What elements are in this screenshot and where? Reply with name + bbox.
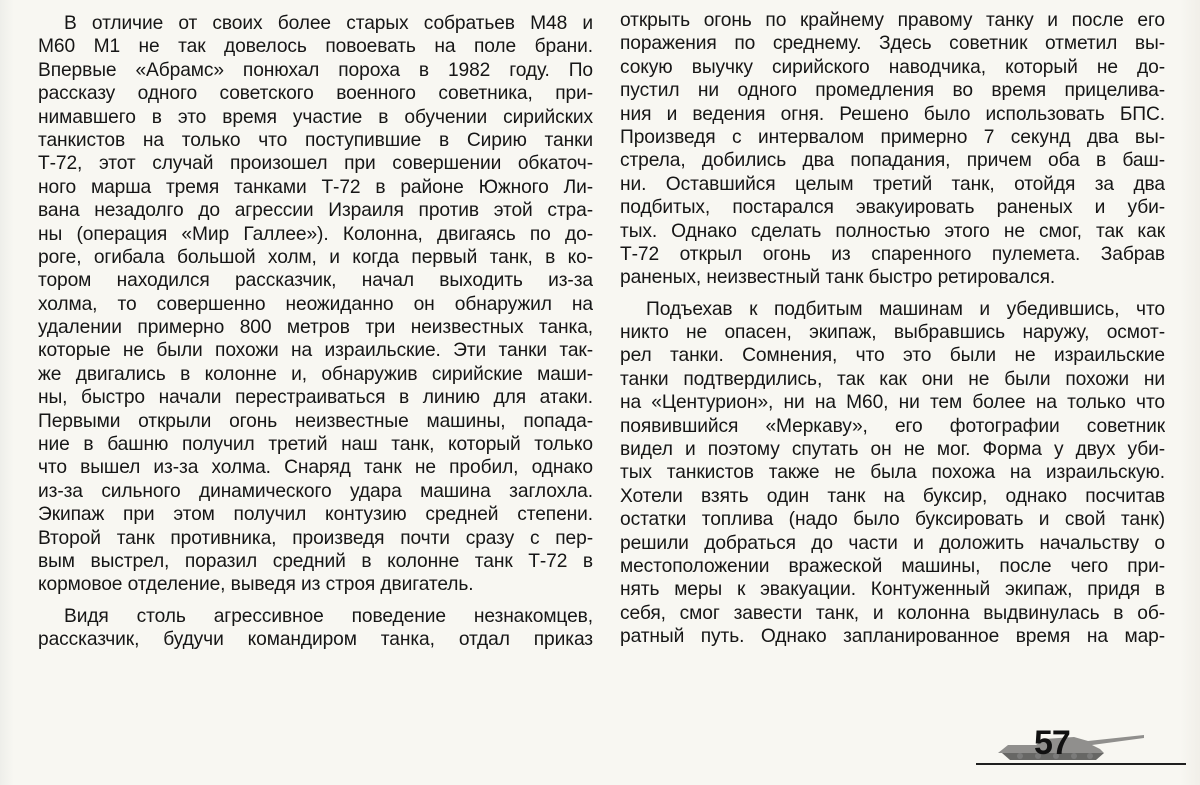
text-line: остатки топлива (надо было буксировать и свой танк)	[620, 509, 1165, 531]
text-line: никто не опасен, экипаж, выбравшись наружу, осмот-	[620, 322, 1165, 344]
text-line: ния и ведения огня. Решено было использовать БПС.	[620, 103, 1165, 125]
text-line: ние в башню получил третий наш танк, который только	[38, 434, 593, 456]
text-line: удалении примерно 800 метров три неизвестных танка,	[38, 317, 593, 339]
text-line: поражения по среднему. Здесь советник отметил вы-	[620, 33, 1165, 55]
text-line: ны (операция «Мир Галлее»). Колонна, двигаясь по до-	[38, 223, 593, 245]
text-line: же двигались в колонне и, обнаружив сирийские маши-	[38, 363, 593, 385]
text-line: тором находился рассказчик, начал выходить из-за	[38, 270, 593, 292]
text-line: пустил ни одного промедления во время прицелива-	[620, 80, 1165, 102]
text-line: Второй танк противника, произведя почти сразу с пер-	[38, 527, 593, 549]
text-line: Хотели взять один танк на буксир, однако посчитав	[620, 485, 1165, 507]
text-line: рел танки. Сомнения, что это были не израильские	[620, 345, 1165, 367]
footer-rule	[976, 763, 1186, 765]
text-line: подбитых, постарался эвакуировать раненых и уби-	[620, 197, 1165, 219]
text-line: видел и поэтому спутать он не мог. Форма у двух уби-	[620, 439, 1165, 461]
text-line: вым выстрел, поразил средний в колонне танк Т-72 в	[38, 550, 593, 572]
text-line: Произведя с интервалом примерно 7 секунд два вы-	[620, 126, 1165, 148]
text-line: сокую выучку сирийского наводчика, который не до-	[620, 56, 1165, 78]
text-line: нять меры к эвакуации. Контуженный экипаж, придя в	[620, 579, 1165, 601]
text-line: на «Центурион», ни на М60, ни тем более на только что	[620, 392, 1165, 414]
text-line: Т-72 открыл огонь из спаренного пулемета. Забрав	[620, 243, 1165, 265]
text-line: из-за сильного динамического удара машина заглохла.	[38, 480, 593, 502]
text-line: нимавшего в это время участие в обучении сирийских	[38, 106, 593, 128]
page-number: 57	[1034, 724, 1070, 762]
tank-silhouette-icon	[996, 723, 1146, 763]
text-column-right	[620, 9, 1165, 649]
text-line: решили добраться до части и доложить начальству о	[620, 532, 1165, 554]
text-line: В отличие от своих более старых собратьев М48 и	[64, 13, 593, 34]
text-line: кормовое отделение, выведя из строя двигатель.	[38, 574, 474, 596]
text-line: местоположении вражеской машины, после чего при-	[620, 555, 1165, 577]
text-line: ратный путь. Однако запланированное время на мар-	[620, 626, 1165, 648]
text-line: Первыми открыли огонь неизвестные машины, попада-	[38, 410, 593, 432]
text-line: стрела, добились два попадания, причем оба в баш-	[620, 150, 1165, 172]
text-line: ны, быстро начали перестраиваться в линию для атаки.	[38, 387, 593, 409]
text-column-left	[38, 12, 593, 652]
text-line: холма, то совершенно неожиданно он обнаружил на	[38, 293, 593, 315]
text-line: открыть огонь по крайнему правому танку и после его	[620, 10, 1165, 31]
text-line: ного марша тремя танками Т-72 в районе Южного Ли-	[38, 176, 593, 198]
text-line: танкистов на только что поступившие в Сирию танки	[38, 129, 593, 151]
text-line: ни. Оставшийся целым третий танк, отойдя за два	[620, 173, 1165, 195]
page-footer	[976, 715, 1186, 775]
text-line: вана незадолго до агрессии Израиля против этой стра-	[38, 200, 593, 222]
text-line: М60 М1 не так довелось повоевать на поле брани.	[38, 36, 593, 58]
text-line: появившийся «Меркаву», его фотографии советник	[620, 415, 1165, 437]
text-line: танки подтвердились, так как они не были похожи ни	[620, 368, 1165, 390]
text-line: Экипаж при этом получил контузию средней степени.	[38, 504, 593, 526]
text-line: которые не были похожи на израильские. Эти танки так-	[38, 340, 593, 362]
text-line: раненых, неизвестный танк быстро ретировался.	[620, 267, 1056, 289]
text-line: тых. Однако сделать полностью этого не смог, так как	[620, 220, 1165, 242]
text-line: Видя столь агрессивное поведение незнакомцев,	[64, 605, 593, 627]
text-line: Подъехав к подбитым машинам и убедившись, что	[646, 298, 1165, 320]
text-line: рассказчик, будучи командиром танка, отдал приказ	[38, 629, 593, 651]
text-line: роге, огибала большой холм, и когда первый танк, в ко-	[38, 246, 593, 268]
text-line: тых танкистов также не была похожа на израильскую.	[620, 462, 1165, 484]
text-line: что вышел из-за холма. Снаряд танк не пробил, однако	[38, 457, 593, 479]
text-line: рассказу одного советского военного советника, при-	[38, 83, 593, 105]
text-line: Т-72, этот случай произошел при совершении обкаточ-	[38, 153, 593, 175]
text-line: себя, смог завести танк, и колонна выдвинулась в об-	[620, 602, 1165, 624]
text-line: Впервые «Абрамс» понюхал пороха в 1982 году. По	[38, 59, 593, 81]
